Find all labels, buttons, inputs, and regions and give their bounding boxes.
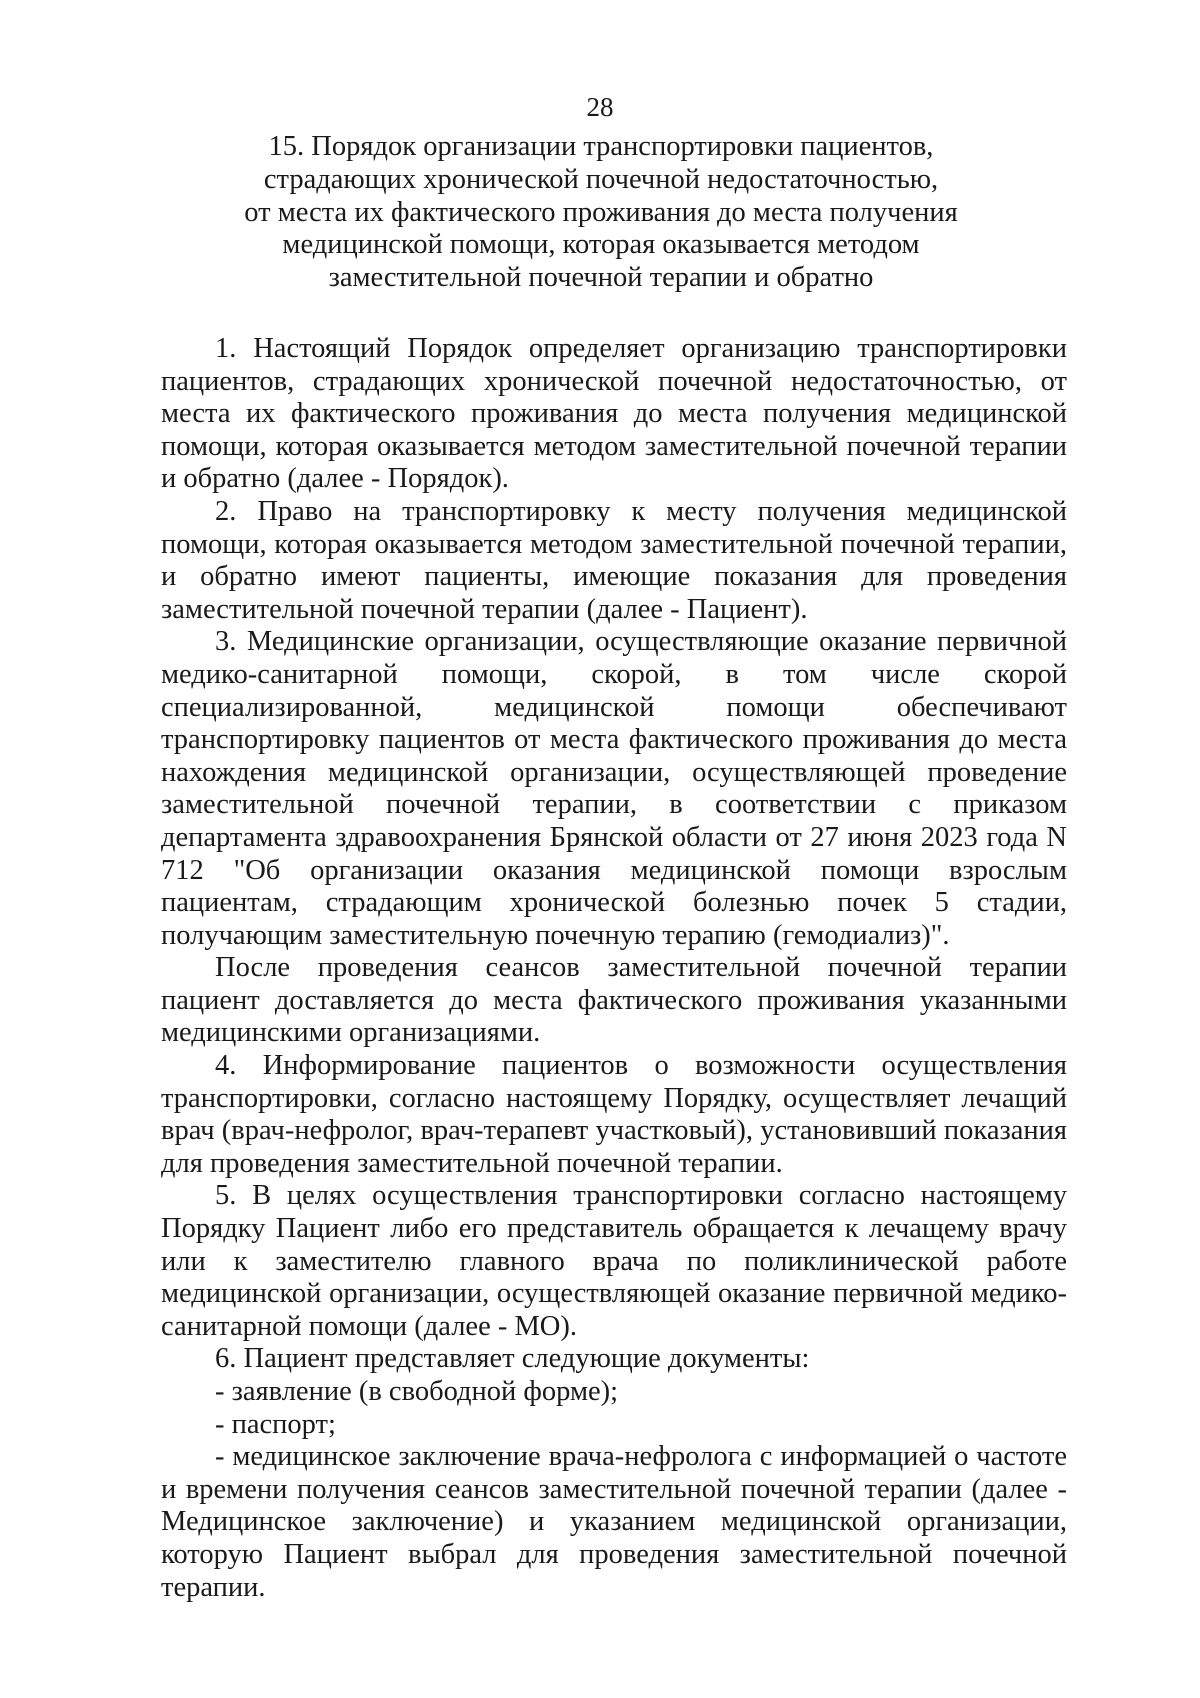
paragraph-1: 1. Настоящий Порядок определяет организацию транспортировки пациентов, страдающих хронической почечной недостаточностью, от места их фактического проживания до места получения медицинской помощи, которая оказывается методом заместительной почечной терапии и обратно (далее - Порядок).	[161, 333, 1067, 495]
section-title	[200, 131, 1002, 295]
title-line: заместительной почечной терапии и обратно	[328, 262, 874, 294]
paragraph-4: 4. Информирование пациентов о возможности осуществления транспортировки, согласно настоящему Порядку, осуществляет лечащий врач (врач-нефролог, врач-терапевт участковый), установивший показания для проведения заместительной почечной терапии.	[161, 1050, 1067, 1179]
paragraph-3: 3. Медицинские организации, осуществляющие оказание первичной медико-санитарной помощи, скорой, в том числе скорой специализированной, медицинской помощи обеспечивают транспортировку пациентов от места фактического проживания до места нахождения медицинской организации, осуществляющей проведение заместительной почечной терапии, в соответствии с приказом департамента здравоохранения Брянской области от 27 июня 2023 года N 712 "Об организации оказания медицинской помощи взрослым пациентам, страдающим хронической болезнью почек 5 стадии, получающим заместительную почечную терапию (гемодиализ)".	[161, 626, 1067, 951]
paragraph-5: 5. В целях осуществления транспортировки согласно настоящему Порядку Пациент либо его представитель обращается к лечащему врачу или к заместителю главного врача по поликлинической работе медицинской организации, осуществляющей оказание первичной медико-санитарной помощи (далее - МО).	[161, 1180, 1067, 1342]
page-number: 28	[586, 92, 614, 122]
title-line: страдающих хронической почечной недостаточностью,	[263, 163, 939, 195]
document-body	[161, 333, 1067, 1604]
title-line: 15. Порядок организации транспортировки пациентов,	[268, 131, 934, 162]
document-list-item: - заявление (в свободной форме);	[215, 1376, 619, 1407]
document-list-item: - медицинское заключение врача-нефролога с информацией о частоте и времени получения сеансов заместительной почечной терапии (далее - Медицинское заключение) и указанием медицинской организации, которую Пациент выбрал для проведения заместительной почечной терапии.	[161, 1441, 1067, 1603]
paragraph-2: 2. Право на транспортировку к месту получения медицинской помощи, которая оказывается методом заместительной почечной терапии, и обратно имеют пациенты, имеющие показания для проведения заместительной почечной терапии (далее - Пациент).	[161, 495, 1067, 625]
paragraph-6: 6. Пациент представляет следующие документы:	[215, 1343, 810, 1375]
title-line: от места их фактического проживания до места получения	[244, 196, 958, 228]
paragraph-3-continuation: После проведения сеансов заместительной почечной терапии пациент доставляется до места фактического проживания указанными медицинскими организациями.	[161, 952, 1067, 1049]
title-line: медицинской помощи, которая оказывается методом	[282, 229, 920, 261]
document-list-item: - паспорт;	[215, 1408, 336, 1440]
